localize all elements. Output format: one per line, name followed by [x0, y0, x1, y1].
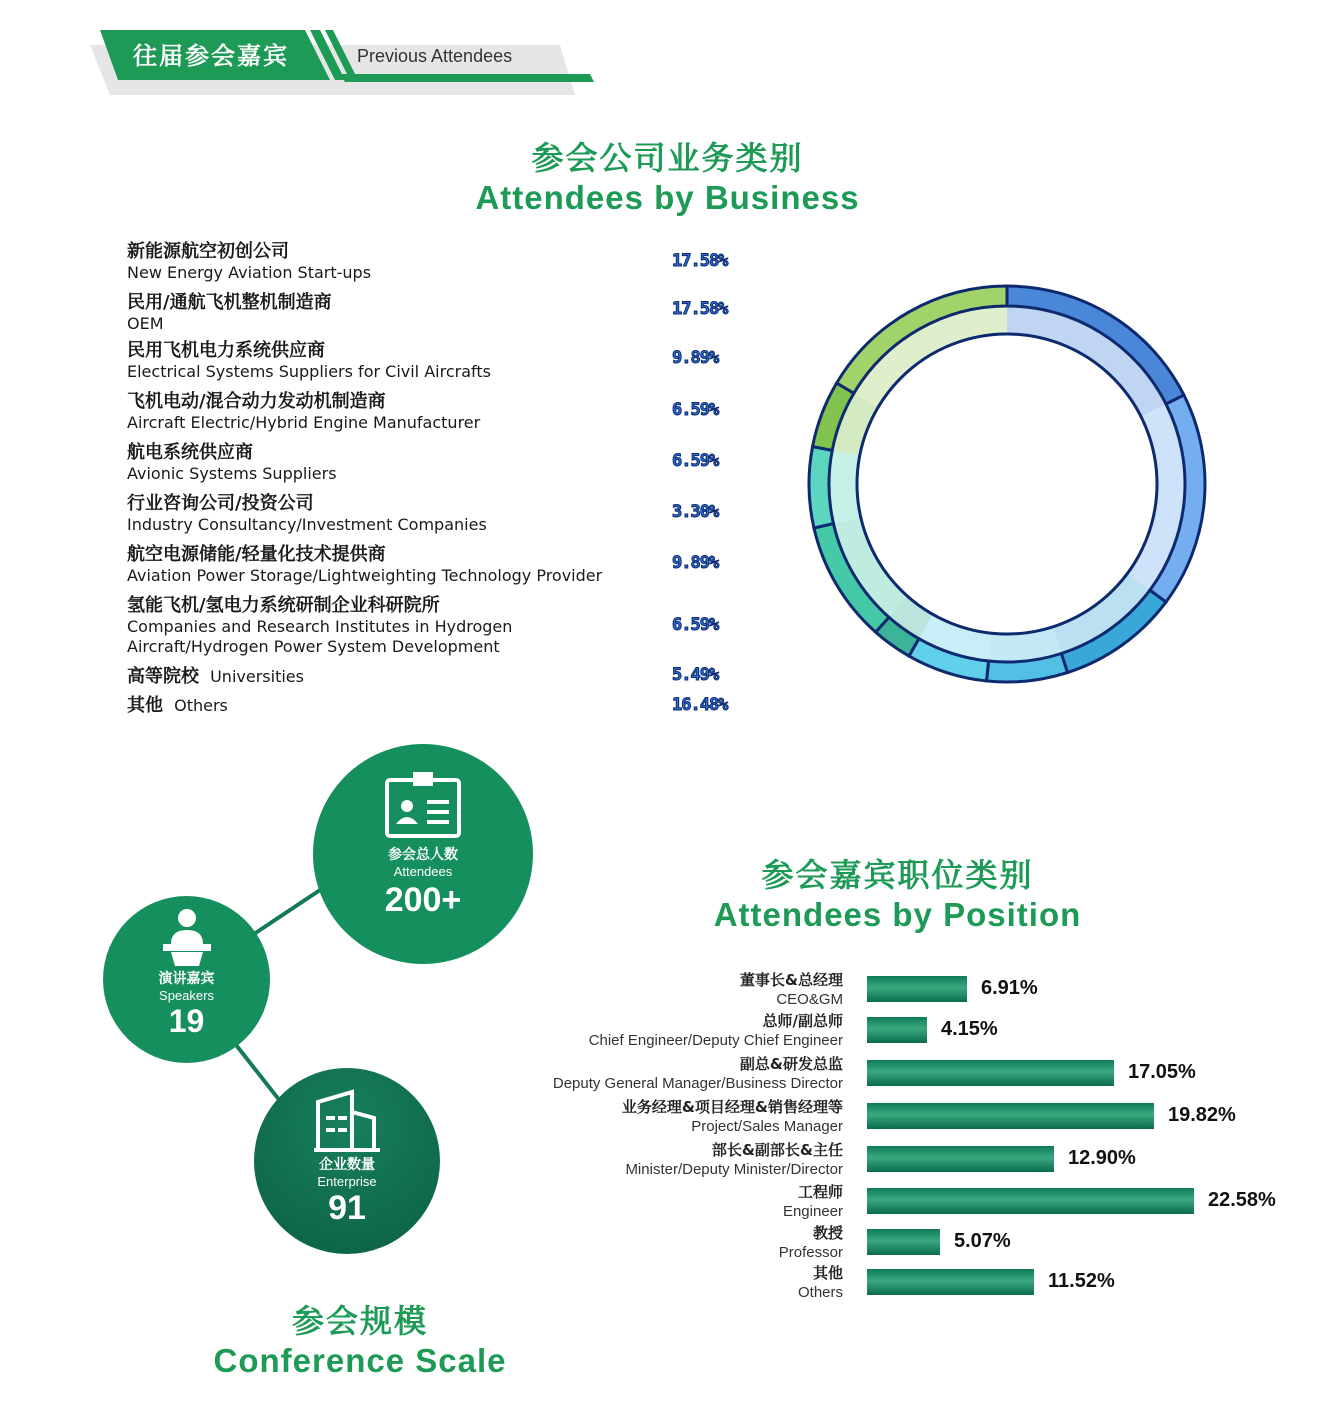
business-item: [127, 442, 687, 484]
position-bar: [867, 1060, 1114, 1086]
business-item-en-2: Aircraft/Hydrogen Power System Development: [127, 637, 500, 656]
business-item: [127, 595, 687, 657]
position-label: [625, 1141, 843, 1179]
position-bar: [867, 1229, 940, 1255]
position-bar: [867, 976, 967, 1002]
position-label-cn: 其他: [812, 1264, 843, 1282]
donut-inner-ring: [857, 334, 1157, 634]
business-item-en: Companies and Research Institutes in Hydrogen: [127, 617, 513, 636]
position-bar-value: 5.07%: [954, 1230, 1011, 1252]
position-label: [779, 1224, 843, 1262]
position-label-cn: 总师/副总师: [762, 1012, 843, 1030]
business-item: [127, 493, 687, 535]
speakers-circle: [103, 896, 270, 1063]
position-bar-value: 17.05%: [1128, 1061, 1196, 1083]
position-title: [680, 850, 1115, 934]
business-pct: 16.48%: [672, 695, 728, 715]
position-bar: [867, 1103, 1154, 1129]
business-item-en: Universities: [210, 667, 304, 686]
attendees-circle: [313, 744, 533, 964]
id-card-icon: [383, 770, 463, 842]
enterprise-label-en: Enterprise: [317, 1174, 377, 1189]
business-item-cn: 民用/通航飞机整机制造商: [127, 292, 332, 313]
header-ribbon: [0, 0, 620, 100]
business-pct: 9.89%: [672, 348, 719, 368]
building-icon: [312, 1088, 382, 1154]
business-item-cn: 新能源航空初创公司: [127, 241, 289, 262]
speaker-podium-icon: [159, 908, 215, 968]
position-label-cn: 业务经理&项目经理&销售经理等: [621, 1098, 843, 1116]
section-header: [0, 0, 1323, 110]
position-label-cn: 副总&研发总监: [739, 1055, 843, 1073]
position-bar-value: 4.15%: [941, 1018, 998, 1040]
business-item-en: Electrical Systems Suppliers for Civil Aircrafts: [127, 362, 491, 381]
position-bar: [867, 1269, 1034, 1295]
position-label-cn: 董事长&总经理: [739, 971, 843, 989]
business-item: [127, 666, 687, 688]
position-label-cn: 教授: [812, 1224, 843, 1242]
scale-title-cn: 参会规模: [291, 1302, 428, 1340]
position-label-cn: 工程师: [797, 1183, 843, 1201]
position-bar: [867, 1146, 1054, 1172]
position-title-cn: 参会嘉宾职位类别: [761, 856, 1034, 894]
position-label: [798, 1264, 843, 1302]
position-label-en: CEO&GM: [776, 991, 843, 1008]
business-title-cn: 参会公司业务类别: [531, 139, 804, 177]
position-bar-value: 12.90%: [1068, 1147, 1136, 1169]
position-label-en: Deputy General Manager/Business Director: [552, 1075, 843, 1092]
business-item-cn: 飞机电动/混合动力发动机制造商: [127, 391, 386, 412]
position-label-cn: 部长&副部长&主任: [711, 1141, 843, 1159]
business-pct: 5.49%: [672, 665, 719, 685]
position-label-en: Others: [797, 1284, 843, 1301]
position-bar-value: 22.58%: [1208, 1189, 1276, 1211]
business-item-en: Others: [174, 696, 228, 715]
position-label: [589, 1012, 843, 1050]
business-pct: 3.30%: [672, 502, 719, 522]
business-pct: 6.59%: [672, 400, 719, 420]
enterprise-label-cn: 企业数量: [319, 1157, 375, 1173]
position-label-en: Engineer: [782, 1203, 843, 1220]
business-item: [127, 292, 687, 334]
business-item-cn: 高等院校: [127, 666, 199, 687]
business-item-cn: 行业咨询公司/投资公司: [127, 493, 314, 514]
business-item-cn: 航电系统供应商: [127, 442, 253, 463]
business-item-cn: 其他: [127, 695, 163, 716]
scale-title-en: Conference Scale: [213, 1342, 507, 1379]
business-item: [127, 340, 687, 382]
business-title: [420, 133, 915, 217]
header-title-cn: 往届参会嘉宾: [133, 42, 289, 70]
position-label-en: Project/Sales Manager: [691, 1118, 843, 1135]
business-item-en: Avionic Systems Suppliers: [127, 464, 337, 483]
business-item-en: Aviation Power Storage/Lightweighting Technology Provider: [127, 566, 603, 585]
speakers-value: 19: [168, 1003, 205, 1039]
position-label: [740, 971, 843, 1009]
business-item: [127, 695, 687, 717]
business-item: [127, 241, 687, 283]
business-item-en: OEM: [127, 314, 164, 333]
speakers-label-en: Speakers: [159, 988, 214, 1003]
header-title-en: Previous Attendees: [357, 46, 513, 66]
business-item-en: New Energy Aviation Start-ups: [127, 263, 372, 282]
position-label-en: Professor: [778, 1244, 843, 1261]
business-item-cn: 民用飞机电力系统供应商: [127, 340, 325, 361]
attendees-value: 200+: [384, 881, 462, 919]
business-item: [127, 544, 687, 586]
position-bar: [867, 1188, 1194, 1214]
position-label: [553, 1055, 843, 1093]
business-pct: 6.59%: [672, 451, 719, 471]
position-label-en: Minister/Deputy Minister/Director: [625, 1161, 843, 1178]
position-bar-value: 6.91%: [981, 977, 1038, 999]
business-donut-chart: [797, 274, 1217, 694]
speakers-label-cn: 演讲嘉宾: [158, 971, 215, 987]
attendees-label-cn: 参会总人数: [388, 847, 458, 863]
scale-title: [160, 1296, 560, 1380]
position-label: [783, 1183, 843, 1221]
business-item-en: Industry Consultancy/Investment Companies: [127, 515, 487, 534]
enterprise-value: 91: [328, 1189, 366, 1227]
position-label: [622, 1098, 843, 1136]
business-title-en: Attendees by Business: [475, 179, 860, 216]
position-bar-value: 19.82%: [1168, 1104, 1236, 1126]
enterprise-circle: [254, 1068, 440, 1254]
attendees-label-en: Attendees: [393, 864, 453, 879]
donut-slice: [809, 447, 833, 528]
business-pct: 9.89%: [672, 553, 719, 573]
business-pct: 17.58%: [672, 251, 728, 271]
position-label-en: Chief Engineer/Deputy Chief Engineer: [588, 1032, 843, 1049]
business-item: [127, 391, 687, 433]
business-item-cn: 航空电源储能/轻量化技术提供商: [127, 544, 386, 565]
business-pct: 6.59%: [672, 615, 719, 635]
position-bar-value: 11.52%: [1048, 1270, 1115, 1292]
position-bar: [867, 1017, 927, 1043]
business-item-en: Aircraft Electric/Hybrid Engine Manufacturer: [127, 413, 481, 432]
position-title-en: Attendees by Position: [713, 896, 1082, 933]
business-item-cn: 氢能飞机/氢电力系统研制企业科研院所: [127, 595, 440, 616]
business-pct: 17.58%: [672, 299, 728, 319]
